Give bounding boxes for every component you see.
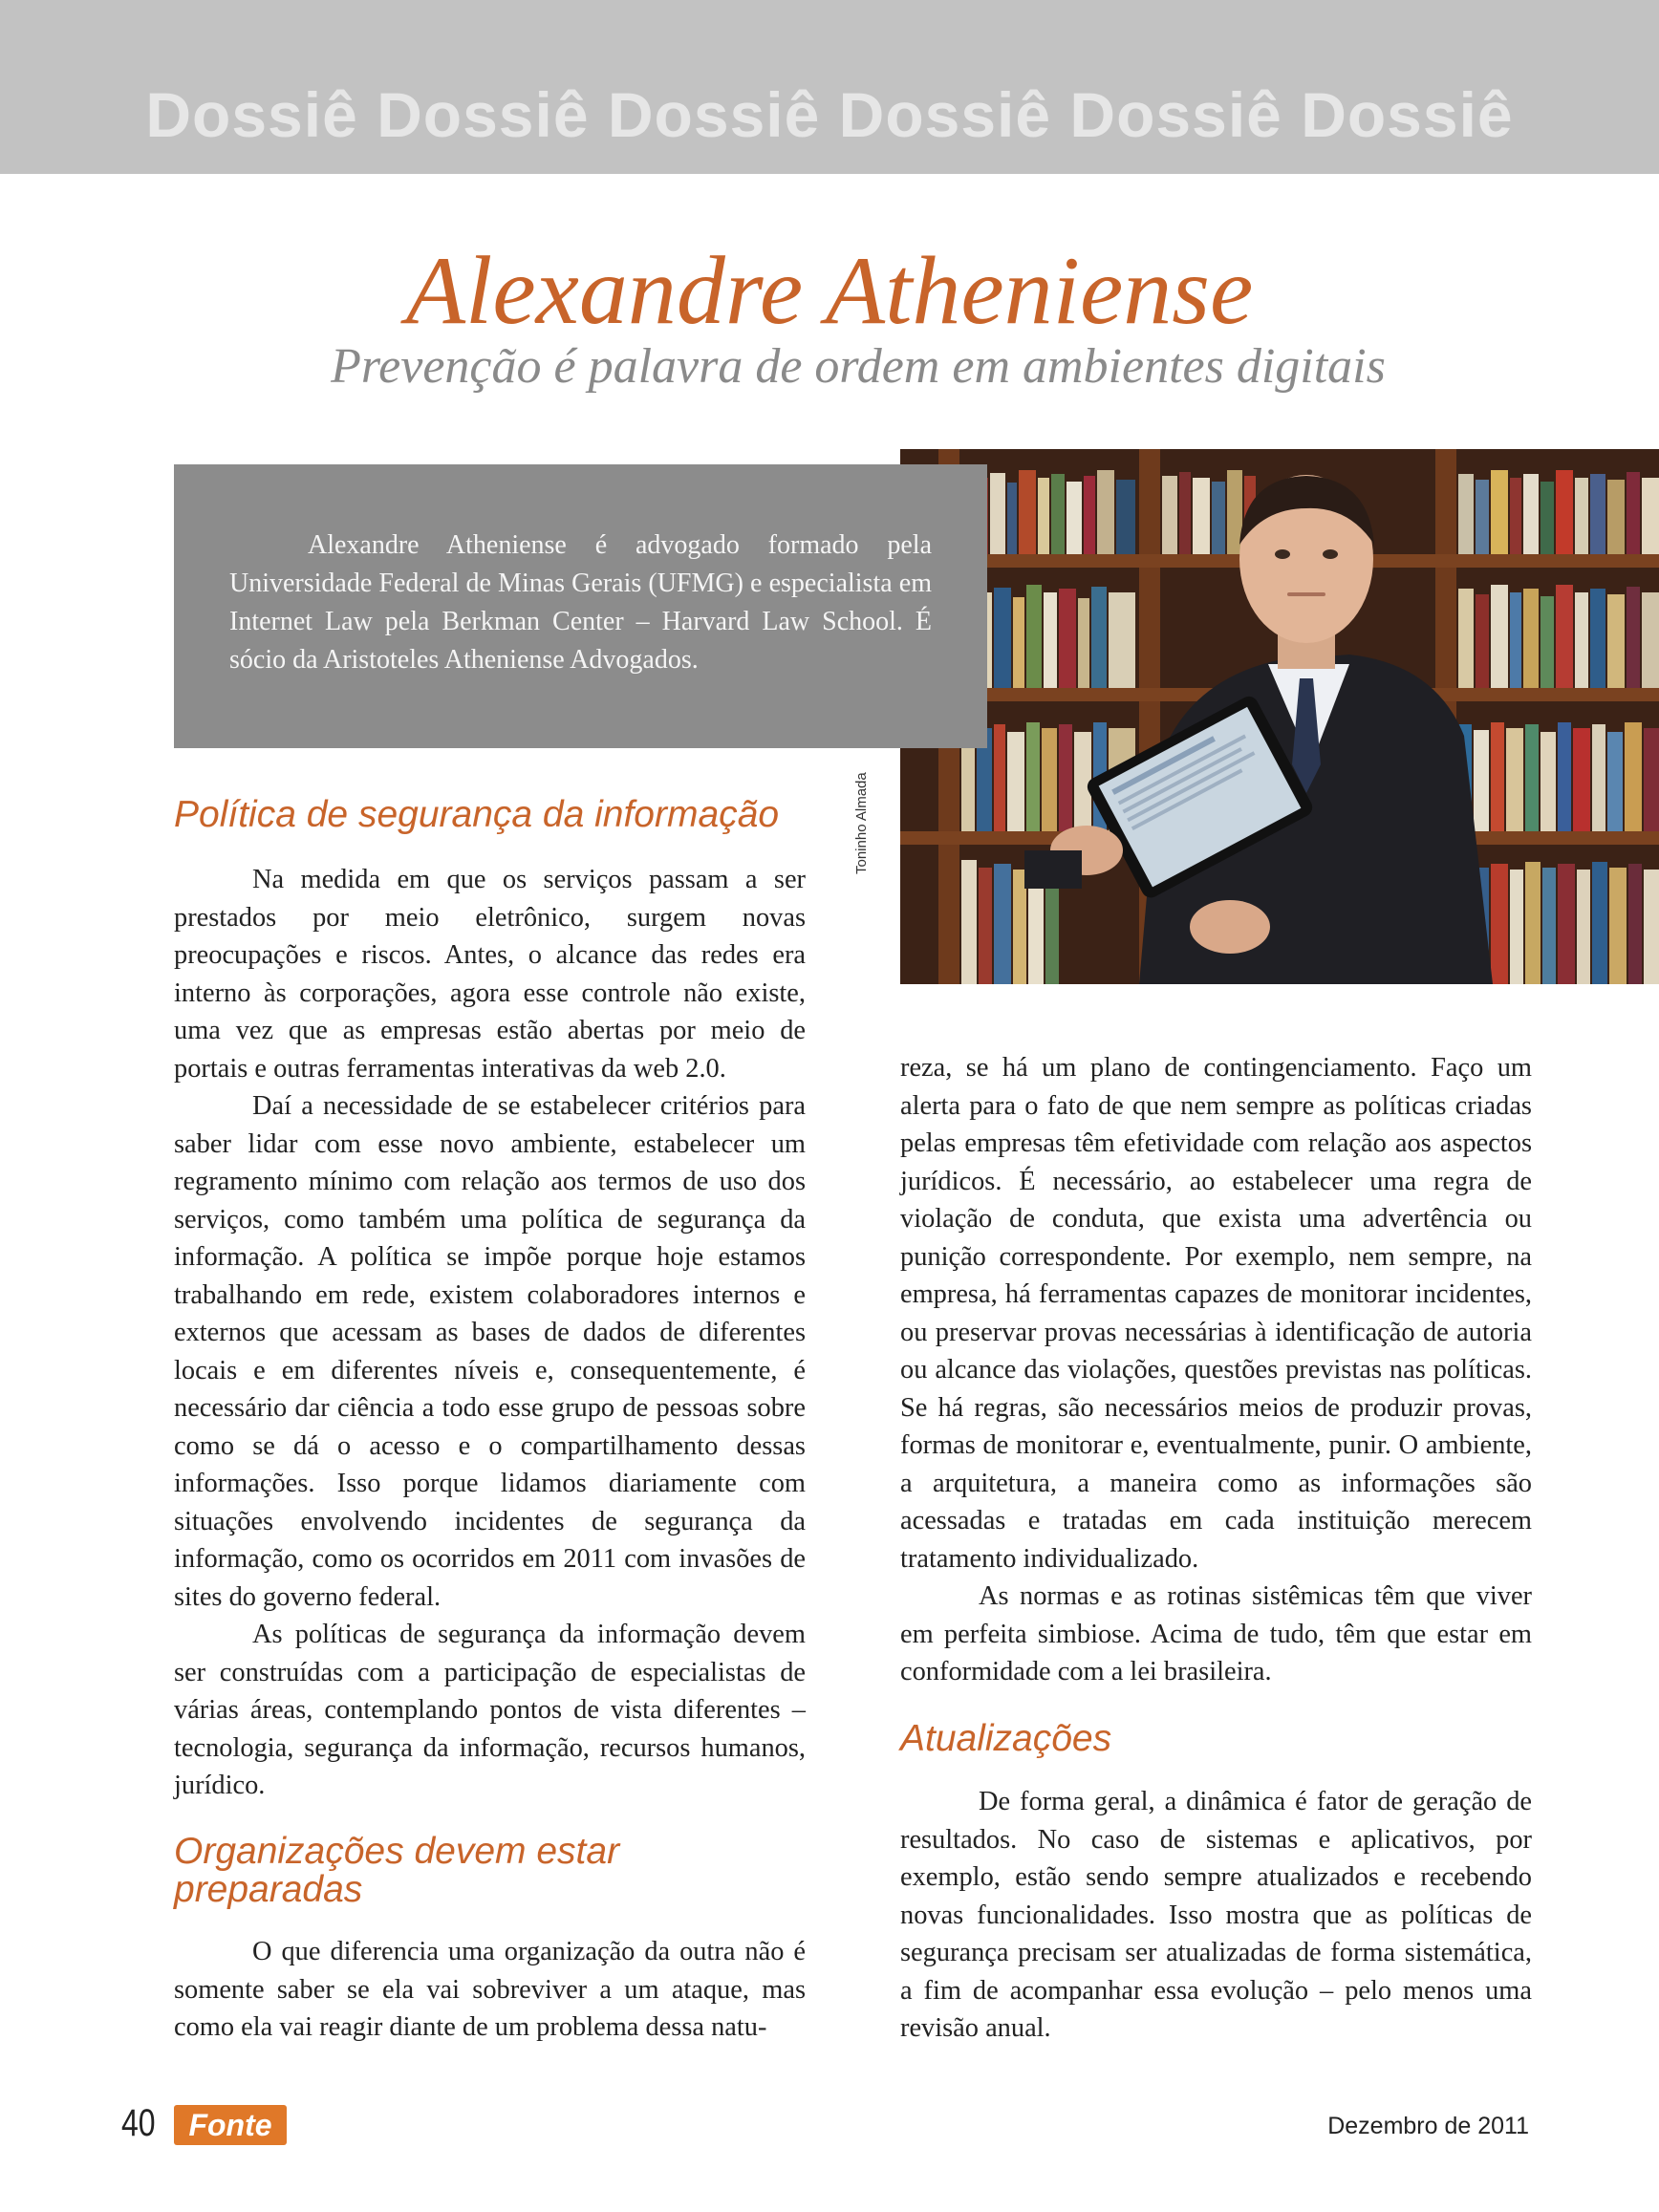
photo-credit: Toninho Almada (853, 772, 870, 874)
column-left-bottom (174, 1933, 806, 2047)
section-heading-atualizacoes: Atualizações (900, 1718, 1112, 1759)
section-heading-politica: Política de segurança da informação (174, 794, 780, 835)
fonte-logo: Fonte (174, 2105, 287, 2145)
banner-text: Dossiê Dossiê Dossiê Dossiê Dossiê Dossiê (145, 79, 1514, 150)
column-right (900, 1049, 1532, 1691)
paragraph: Daí a necessidade de se estabelecer critérios para saber lidar com esse novo ambiente, estabelecer um regramento mínimo com relação aos termos de uso dos serviços, como também uma política de segurança da informação. A política se impõe porque hoje estamos trabalhando em rede, existem colaboradores internos e externos que acessam as bases de dados de diferentes locais e em diferentes níveis e, consequentemente, é necessário dar ciência a todo esse grupo de pessoas sobre como se dá o acesso e o compartilhamento dessas informações. Isso porque lidamos diariamente com situações envolvendo incidentes de segurança da informação, como os ocorridos em 2011 com invasões de sites do governo federal. (174, 1091, 806, 1612)
column-right-bottom (900, 1783, 1532, 2048)
dossie-banner (0, 0, 1659, 174)
section-heading-organizacoes: Organizações devem estar preparadas (174, 1831, 620, 1910)
page-number: 40 (121, 2102, 156, 2144)
article-subtitle: Prevenção é palavra de ordem em ambientes digitais (331, 339, 1386, 394)
bio-box (174, 464, 987, 748)
paragraph: As normas e as rotinas sistêmicas têm que viver em perfeita simbiose. Acima de tudo, têm que estar em conformidade com a lei brasileira. (900, 1581, 1532, 1686)
paragraph: De forma geral, a dinâmica é fator de geração de resultados. No caso de sistemas e aplicativos, por exemplo, estão sendo sempre atualizados e recebendo novas funcionalidades. Isso mostra que as políticas de segurança precisam ser atualizadas de forma sistemática, a fim de acompanhar essa evolução – pelo menos uma revisão anual. (900, 1787, 1532, 2043)
paragraph: O que diferencia uma organização da outra não é somente saber se ela vai sobreviver a um ataque, mas como ela vai reagir diante de um problema dessa natu- (174, 1937, 806, 2042)
article-title: Alexandre Atheniense (405, 237, 1254, 345)
paragraph: reza, se há um plano de contingenciamento. Faço um alerta para o fato de que nem sempre as políticas criadas pelas empresas têm efetividade com relação aos aspectos jurídicos. É necessário, ao estabelecer uma regra de violação de conduta, que exista uma advertência ou punição correspondente. Por exemplo, nem sempre, na empresa, há ferramentas capazes de monitorar incidentes, ou preservar provas necessárias à identificação de autoria ou alcance das violações, questões previstas nas políticas. Se há regras, são necessários meios de produzir provas, formas de monitorar e, eventualmente, punir. O ambiente, a arquitetura, a maneira como as informações são acessadas e tratadas em cada instituição merecem tratamento individualizado. (900, 1053, 1532, 1574)
footer-date: Dezembro de 2011 (1327, 2113, 1529, 2139)
column-left (174, 861, 806, 1805)
portrait-photo (900, 449, 1659, 984)
paragraph: As políticas de segurança da informação devem ser construídas com a participação de especialistas de várias áreas, contemplando pontos de vista diferentes – tecnologia, segurança da informação, recursos humanos, jurídico. (174, 1620, 806, 1800)
paragraph: Na medida em que os serviços passam a ser prestados por meio eletrônico, surgem novas preocupações e riscos. Antes, o alcance das redes era interno às corporações, agora esse controle não existe, uma vez que as empresas estão abertas por meio de portais e outras ferramentas interativas da web 2.0. (174, 865, 806, 1084)
bio-text: Alexandre Atheniense é advogado formado pela Universidade Federal de Minas Gerais (UFMG) e especialista em Internet Law pela Berkman Center – Harvard Law School. É sócio da Aristoteles Atheniense Advogados. (229, 530, 932, 675)
